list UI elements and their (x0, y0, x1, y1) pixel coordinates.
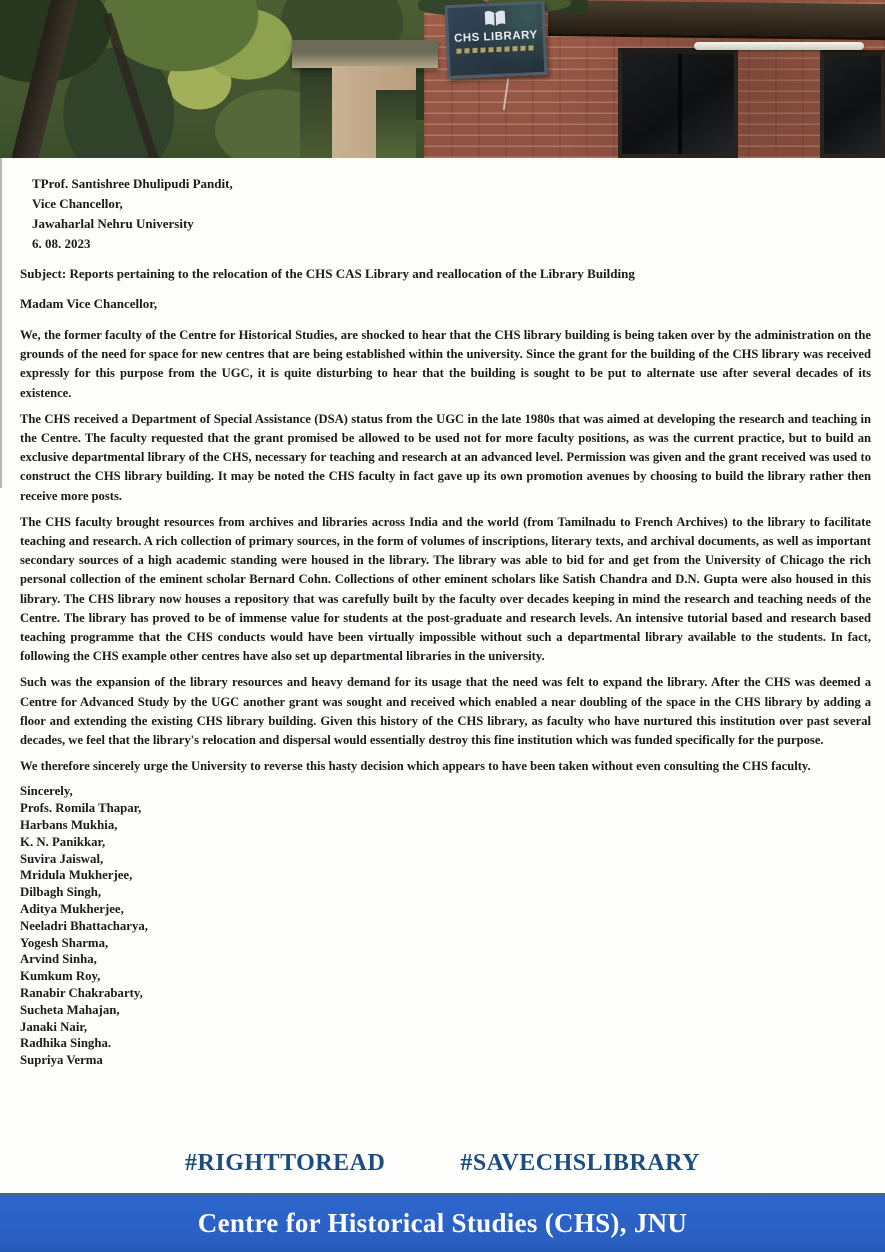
chs-library-signboard (444, 1, 547, 79)
paragraph-4: Such was the expansion of the library resources and heavy demand for its usage that the need was felt to expand the library. After the CHS was deemed a Centre for Advanced Study by the UGC another grant was sought and received which enabled a near doubling of the space in the CHS library by adding a floor and extending the existing CHS library building. Given this history of the CHS library, as faculty who have nurtured this institution over past several decades, we feel that the library's relocation and dispersal would essentially destroy this fine institution which was funded specifically for the purpose. (20, 675, 871, 748)
signatory: Suvira Jaiswal, (20, 851, 104, 866)
signatory: Arvind Sinha, (20, 952, 97, 967)
dark-window-left (618, 48, 738, 158)
roof-beam (548, 0, 885, 40)
signatory: K. N. Panikkar, (20, 834, 106, 849)
signatory: Aditya Mukherjee, (20, 902, 124, 917)
closing: Sincerely, (20, 784, 73, 799)
open-book-icon (483, 10, 508, 31)
paragraph-2: The CHS received a Department of Special Assistance (DSA) status from the UGC in the late 1980s that was aimed at developing the research and teaching in the Centre. The faculty requested that the grant promised be allowed to be used not for more faculty positions, as was the current practice, but to build an exclusive departmental library of the CHS, necessary for teaching and research at an advanced level. Permission was given and the grant received was used to construct the CHS library building. It may be noted the CHS faculty in fact gave up its own promotion avenues by choosing to build the library rather then receive more posts. (20, 411, 871, 503)
signatory: Mridula Mukherjee, (20, 868, 133, 883)
salutation: Madam Vice Chancellor, (20, 295, 158, 311)
letter-date: 6. 08. 2023 (32, 236, 91, 251)
subject-line: Subject: Reports pertaining to the relocation of the CHS CAS Library and reallocation of the Library Building (20, 266, 635, 281)
dark-window-right (820, 50, 885, 158)
signatory: Dilbagh Singh, (20, 885, 102, 900)
footer-banner (0, 1193, 885, 1252)
signatory: Janaki Nair, (20, 1019, 88, 1034)
scan-edge-artifact (0, 158, 2, 488)
porch-opening (376, 90, 416, 158)
signatory: Sucheta Mahajan, (20, 1002, 120, 1017)
recipient-university: Jawaharlal Nehru University (32, 216, 194, 231)
paragraph-3: The CHS faculty brought resources from archives and libraries across India and the world (from Tamilnadu to French Archives) to the library to facilitate teaching and research. A rich collection of primary sources, in the form of volumes of inscriptions, literary texts, and archival documents, as well as important secondary sources of a high academic standing were housed in the library. The library was able to bid for and get from the University of Chicago the rich personal collection of the eminent scholar Bernard Cohn. Collections of other eminent scholars like Satish Chandra and D.N. Gupta were also housed in this library. The CHS library now houses a repository that was carefully built by the faculty over decades keeping in mind the research and teaching needs of the Centre. The library has proved to be of immense value for students at the post-graduate and research levels. An intensive tutorial based and research based teaching programme that the CHS conducts would have been virtually impossible without such a departmental library available to the students. In fact, following the CHS example other centres have also set up departmental libraries in the university. (20, 514, 871, 664)
recipient-address-block (20, 174, 871, 254)
hashtag-row (0, 1150, 885, 1177)
sign-title: CHS LIBRARY (453, 29, 538, 45)
concrete-canopy (292, 40, 438, 68)
recipient-title: Vice Chancellor, (32, 196, 123, 211)
library-photo-banner (0, 0, 885, 158)
recipient-name: TProf. Santishree Dhulipudi Pandit, (32, 176, 233, 191)
signatory: Ranabir Chakrabarty, (20, 986, 143, 1001)
signatory: Profs. Romila Thapar, (20, 801, 142, 816)
signatory: Radhika Singha. (20, 1036, 112, 1051)
footer-title: Centre for Historical Studies (CHS), JNU (197, 1208, 688, 1238)
hashtag-savechslibrary: #SAVECHSLIBRARY (460, 1150, 700, 1176)
signatory: Supriya Verma (20, 1053, 103, 1068)
signature-block (20, 783, 871, 1069)
paragraph-1: We, the former faculty of the Centre for Historical Studies, are shocked to hear that the CHS library building is being taken over by the administration on the grounds of the need for space for new centres that are being established within the university. Since the grant for the building of the CHS library was received expressly for this purpose from the UGC, it is quite disturbing to hear that the building is sought to be put to alternate use after several decades of its existence. (20, 328, 871, 400)
signatory: Yogesh Sharma, (20, 935, 109, 950)
tube-light (694, 42, 864, 50)
signatory: Kumkum Roy, (20, 969, 101, 984)
porch-shadow (300, 68, 334, 158)
letter-body (0, 158, 885, 1069)
paragraph-5: We therefore sincerely urge the University to reverse this hasty decision which appears to have been taken without even consulting the CHS faculty. (20, 759, 811, 774)
signatory: Neeladri Bhattacharya, (20, 918, 148, 933)
signatory: Harbans Mukhia, (20, 818, 118, 833)
sign-subtitle-strip (456, 45, 537, 54)
hashtag-righttoread: #RIGHTTOREAD (185, 1150, 386, 1176)
